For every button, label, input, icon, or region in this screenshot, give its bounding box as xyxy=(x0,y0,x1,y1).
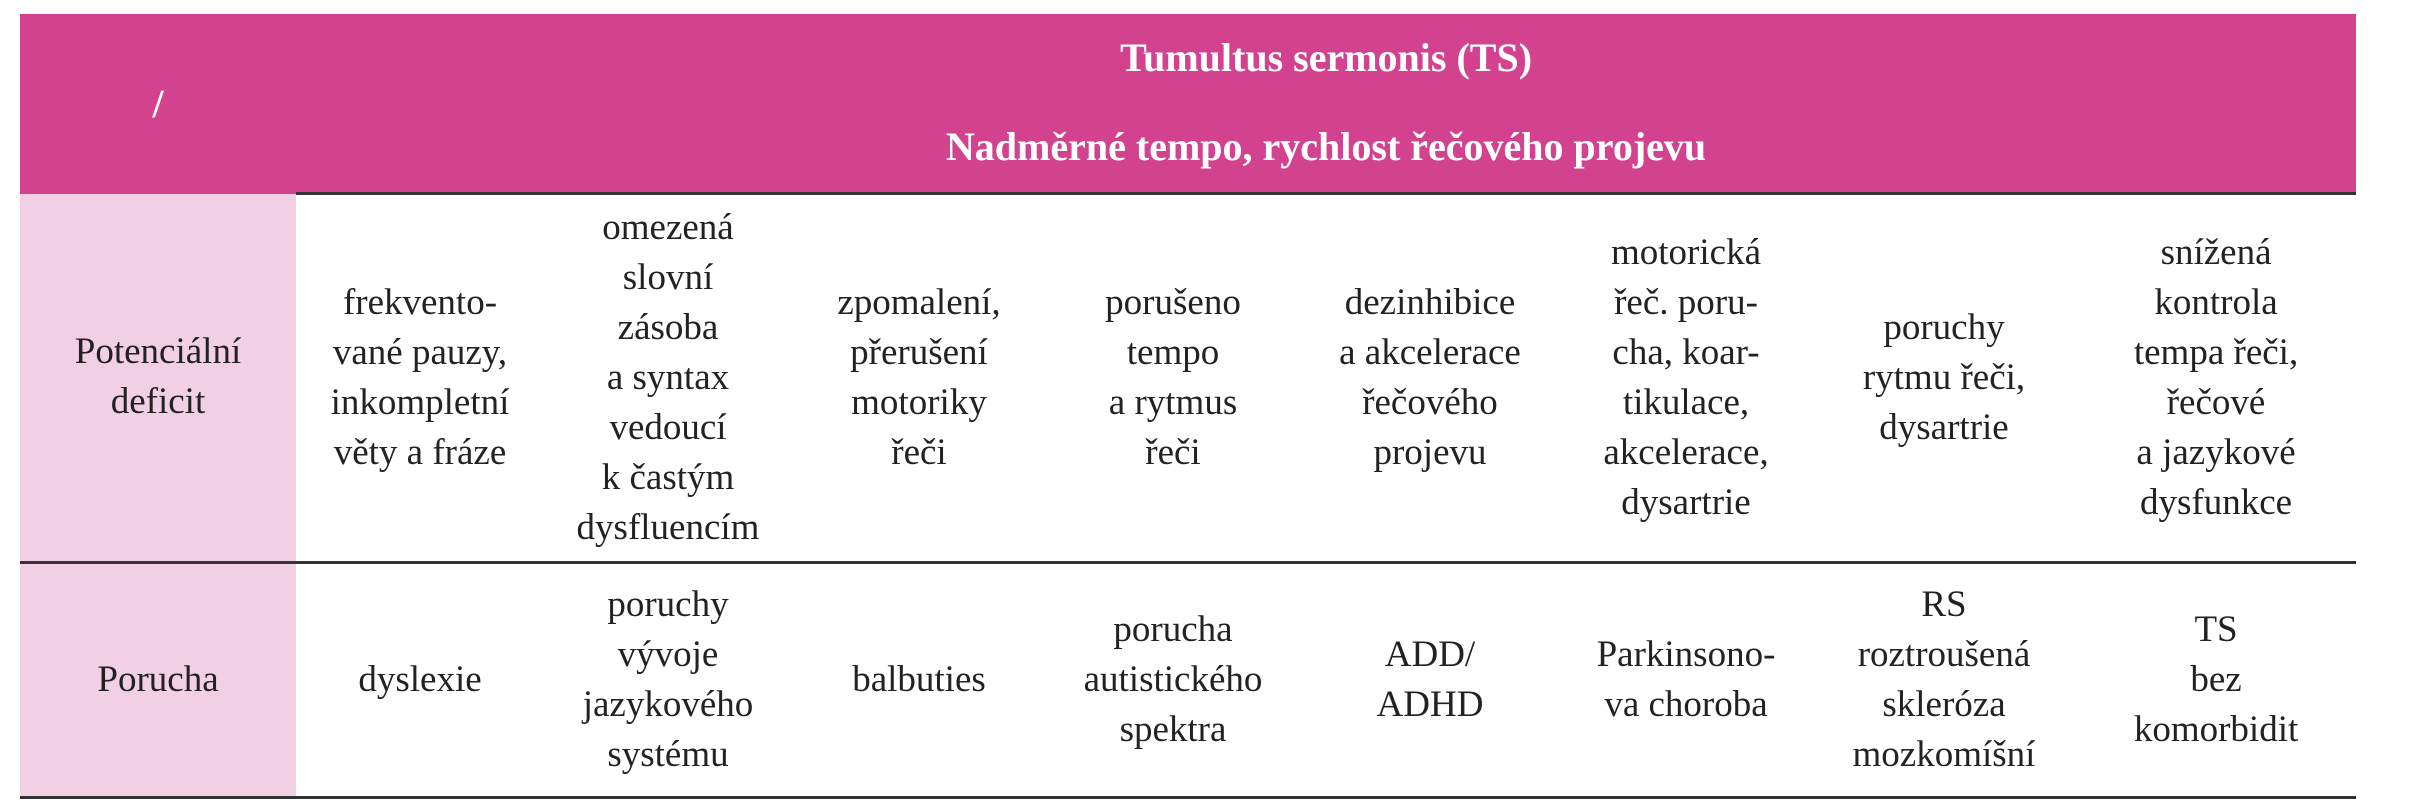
table-cell xyxy=(1812,194,2076,563)
table-cell xyxy=(296,194,544,563)
table-cell xyxy=(792,194,1046,563)
cell-text: zpomalení, přerušení motoriky řeči xyxy=(837,282,1001,473)
cell-text: frekvento- vané pauzy, inkompletní věty a fráze xyxy=(330,282,510,473)
table-row-potential-deficit xyxy=(20,194,2356,563)
table-cell xyxy=(296,563,544,798)
header-row-subtitle xyxy=(20,100,2356,194)
cell-text: porušeno tempo a rytmus řeči xyxy=(1105,282,1241,473)
table-cell xyxy=(1560,194,1812,563)
table-cell xyxy=(1300,563,1560,798)
cell-text: TS bez komorbidit xyxy=(2133,609,2299,750)
table-cell xyxy=(544,563,792,798)
speech-disorder-table xyxy=(20,14,2356,799)
cell-text: omezená slovní zásoba a syntax vedoucí k častým dysfluencím xyxy=(576,207,760,548)
row-label-text: Porucha xyxy=(97,659,219,700)
row-label-text: Potenciální deficit xyxy=(74,331,242,423)
cell-text: poruchy vývoje jazykového systému xyxy=(582,584,754,775)
table-cell xyxy=(1046,563,1300,798)
table-cell xyxy=(1812,563,2076,798)
cell-text: ADD/ ADHD xyxy=(1376,634,1484,725)
cell-text: porucha autistického spektra xyxy=(1083,609,1263,750)
cell-text: dyslexie xyxy=(358,659,482,700)
table-wrapper xyxy=(20,14,2356,799)
table-cell xyxy=(2076,194,2356,563)
table-cell xyxy=(1560,563,1812,798)
table-cell xyxy=(792,563,1046,798)
header-row-title xyxy=(20,14,2356,100)
table-cell xyxy=(1046,194,1300,563)
table-cell xyxy=(2076,563,2356,798)
table-cell xyxy=(1300,194,1560,563)
cell-text: RS roztroušená skleróza mozkomíšní xyxy=(1852,584,2036,775)
table-title: Tumultus sermonis (TS) xyxy=(296,14,2356,100)
table-subtitle: Nadměrné tempo, rychlost řečového projevu xyxy=(296,100,2356,194)
row-label-potential-deficit xyxy=(20,194,296,563)
row-label-disorder xyxy=(20,563,296,798)
cell-text: snížená kontrola tempa řeči, řečové a jazykové dysfunkce xyxy=(2133,232,2299,523)
cell-text: motorická řeč. poru- cha, koar- tikulace, akcelerace, dysartrie xyxy=(1603,232,1769,523)
table-cell xyxy=(544,194,792,563)
table-row-disorder xyxy=(20,563,2356,798)
cell-text: balbuties xyxy=(852,659,986,700)
corner-cell: / xyxy=(20,14,296,194)
cell-text: poruchy rytmu řeči, dysartrie xyxy=(1862,307,2026,448)
cell-text: dezinhibice a akcelerace řečového projevu xyxy=(1339,282,1521,473)
cell-text: Parkinsono- va choroba xyxy=(1596,634,1776,725)
